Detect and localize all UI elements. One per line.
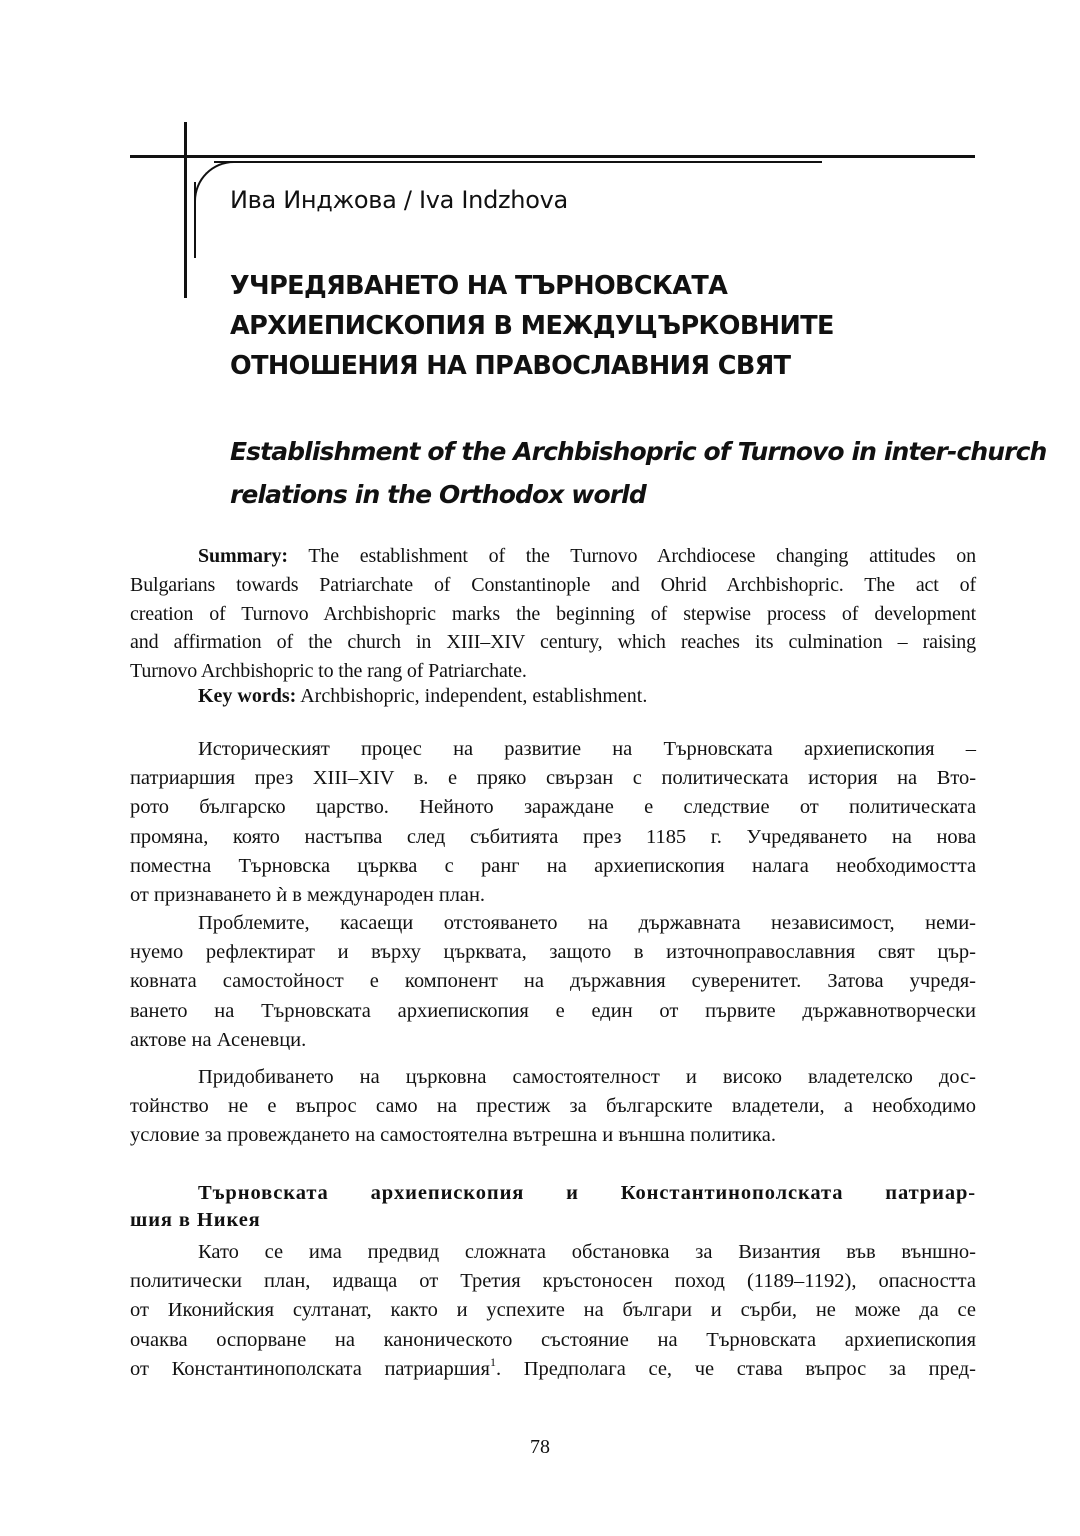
paragraph-line: очаква оспорване на каноническото състояние на Търновската архиепископия — [130, 1328, 976, 1351]
paragraph-line: ването на Търновската архиепископия е един от първите държавнотворчески — [130, 999, 976, 1022]
title-en-line: relations in the Orthodox world — [230, 480, 646, 509]
heading-line: Търновската архиепископия и Константинополската патриар- — [198, 1182, 976, 1204]
paragraph-line: Като се има предвид сложната обстановка за Византия във външно- — [198, 1241, 976, 1263]
header-rule-inner-vertical — [194, 182, 196, 258]
keywords-text: Archbishopric, independent, establishment. — [296, 685, 648, 707]
title-en-line: Establishment of the Archbishopric of Turnovo in inter-church — [230, 437, 1047, 466]
page-number: 78 — [530, 1436, 550, 1458]
paragraph-text: . Предполага се, че става въпрос за пред- — [495, 1357, 976, 1380]
keywords-label: Key words: — [198, 685, 297, 707]
body-paragraph — [130, 1238, 976, 1384]
header-rule-horizontal — [130, 155, 975, 158]
summary-text: Bulgarians towards Patriarchate of Constantinople and Ohrid Archbishopric. The act of — [130, 573, 976, 596]
paragraph-line: политически план, идваща от Третия кръстоносен поход (1189–1192), опасността — [130, 1270, 976, 1293]
body-paragraph — [130, 735, 976, 910]
paragraph-line: Придобиването на църковна самостоятелност и високо владетелско дос- — [198, 1066, 976, 1088]
paragraph-line: рото българско царство. Нейното зараждане е следствие от политическата — [130, 796, 976, 819]
title-bulgarian — [230, 266, 990, 386]
heading-line: шия в Никея — [130, 1209, 261, 1231]
paragraph-line: нуемо рефлектират и върху църквата, защото в източноправославния свят цър- — [130, 941, 976, 964]
paragraph-line: ковната самостойност е компонент на държавния суверенитет. Затова учредя- — [130, 970, 976, 993]
header-rule-vertical — [184, 122, 187, 298]
footnote-ref[interactable]: 1 — [489, 1354, 496, 1369]
paragraph-line: Историческият процес на развитие на Търновската архиепископия – — [198, 738, 976, 760]
section-heading — [130, 1180, 976, 1234]
header-corner-ornament — [194, 161, 234, 201]
summary-text: Turnovo Archbishopric to the rang of Patriarchate. — [130, 660, 527, 683]
title-bg-line: УЧРЕДЯВАНЕТО НА ТЪРНОВСКАТА — [230, 271, 728, 301]
paragraph-text: от Константинополската патриаршия — [130, 1357, 490, 1380]
header-rule-inner — [214, 161, 822, 163]
paragraph-line: условие за провеждането на самостоятелна вътрешна и външна политика. — [130, 1124, 776, 1147]
summary-text: The establishment of the Turnovo Archdiocese changing attitudes on — [287, 545, 976, 567]
paragraph-line: патриаршия през XIII–XIV в. е пряко свързан с политическата история на Вто- — [130, 767, 976, 790]
title-bg-line: ОТНОШЕНИЯ НА ПРАВОСЛАВНИЯ СВЯТ — [230, 351, 791, 381]
abstract-summary — [130, 542, 976, 686]
body-paragraph — [130, 1063, 976, 1151]
summary-text: and affirmation of the church in XIII–XIV century, which reaches its culmination – raising — [130, 631, 976, 654]
summary-text: creation of Turnovo Archbishopric marks the beginning of stepwise process of development — [130, 602, 976, 625]
paragraph-line: от Иконийския султанат, както и успехите на българи и сърби, не може да се — [130, 1299, 976, 1322]
paragraph-line: актове на Асеневци. — [130, 1028, 307, 1051]
paragraph-line-with-footnote — [130, 1355, 976, 1384]
title-english — [230, 430, 1047, 516]
paragraph-line: поместна Търновска църква с ранг на архиепископия налага необходимостта — [130, 854, 976, 877]
summary-label: Summary: — [198, 545, 288, 567]
paragraph-line: промяна, която настъпва след събитията през 1185 г. Учредяването на нова — [130, 825, 976, 848]
paragraph-line: от признаването ѝ в международен план. — [130, 884, 485, 907]
paragraph-line: Проблемите, касаещи отстояването на държавната независимост, неми- — [198, 912, 976, 934]
body-paragraph — [130, 909, 976, 1055]
paragraph-line: тойнство не е въпрос само на престиж за българските владетели, а необходимо — [130, 1095, 976, 1118]
author-name: Ива Инджова / Iva Indzhova — [230, 186, 568, 214]
abstract-keywords — [130, 682, 976, 711]
title-bg-line: АРХИЕПИСКОПИЯ В МЕЖДУЦЪРКОВНИТЕ — [230, 311, 834, 341]
